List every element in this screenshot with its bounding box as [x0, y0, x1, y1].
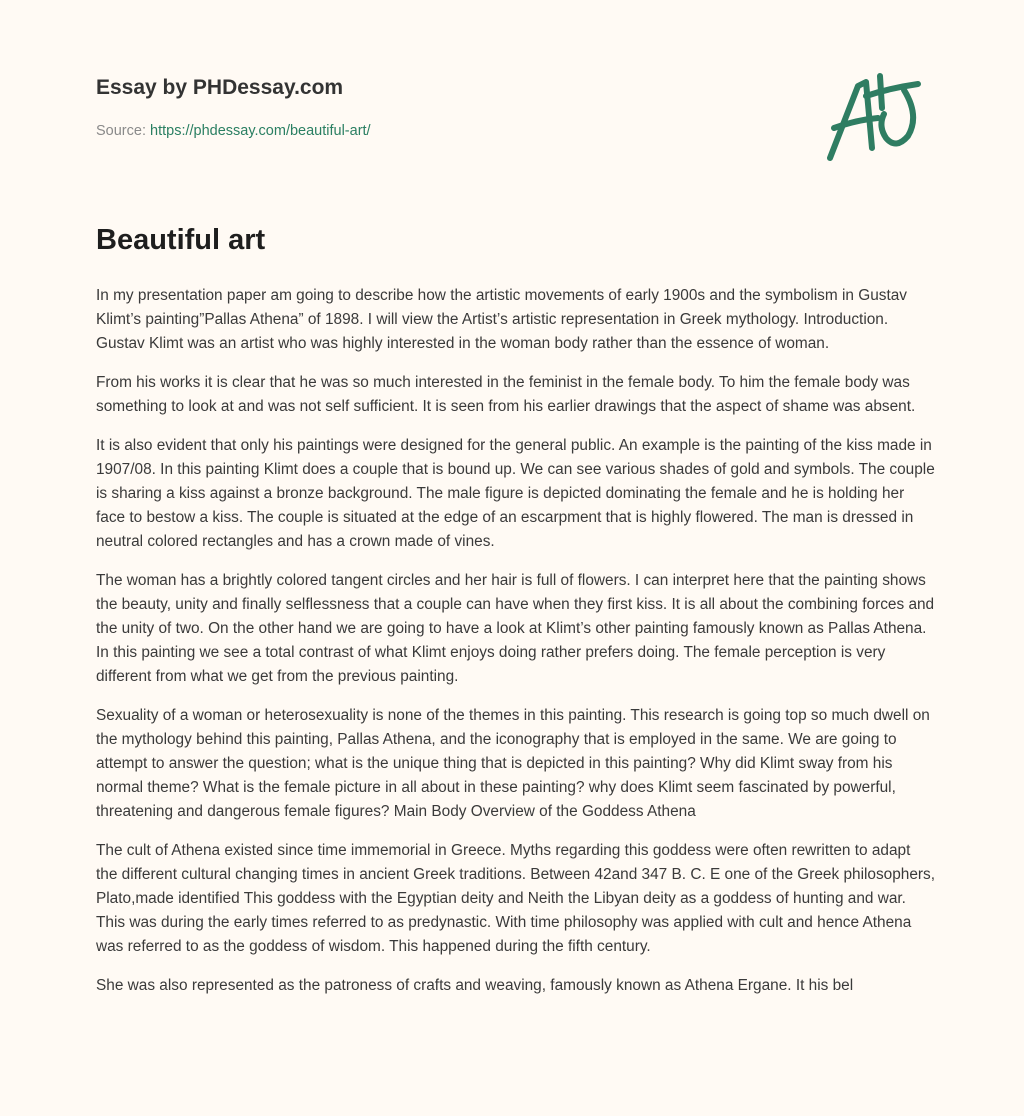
paragraph: Sexuality of a woman or heterosexuality is none of the themes in this painting. This research is going top so much dwell on the mythology behind this painting, Pallas Athena, and the iconography that is employed in the same. We are going to attempt to answer the question; what is the unique thing that is depicted in this painting? Why did Klimt sway from his normal theme? What is the female picture in all about in these painting? why does Klimt seem fascinated by powerful, threatening and dangerous female figures? Main Body Overview of the Goddess Athena [96, 707, 930, 820]
paragraph: The cult of Athena existed since time immemorial in Greece. Myths regarding this goddess were often rewritten to adapt the different cultural changing times in ancient Greek traditions. Between 42and 347 B. C. E one of the Greek philosophers, Plato,made identified This goddess with the Egyptian deity and Neith the Libyan deity as a goddess of hunting and war. This was during the early times referred to as predynastic. With time philosophy was applied with cult and hence Athena was referred to as the goddess of wisdom. This happened during the fifth century. [96, 842, 936, 955]
paragraph: From his works it is clear that he was so much interested in the feminist in the female body. To him the female body was something to look at and was not self sufficient. It is seen from his earlier drawings that the aspect of shame was absent. [96, 374, 916, 415]
site-title: Essay by PHDessay.com [96, 76, 344, 99]
paragraph: She was also represented as the patroness of crafts and weaving, famously known as Athena Ergane. It his bel [96, 977, 854, 994]
paragraph: It is also evident that only his paintings were designed for the general public. An example is the painting of the kiss made in 1907/08. In this painting Klimt does a couple that is bound up. We can see various shades of gold and symbols. The couple is sharing a kiss against a bronze background. The male figure is depicted dominating the female and he is holding her face to bestow a kiss. The couple is situated at the edge of an escarpment that is highly flowered. The man is dressed in neutral colored rectangles and has a crown made of vines. [96, 437, 935, 550]
a-plus-logo-icon [820, 68, 930, 168]
paragraph: The woman has a brightly colored tangent circles and her hair is full of flowers. I can interpret here that the painting shows the beauty, unity and finally selflessness that a couple can have when they first kiss. It is all about the combining forces and the unity of two. On the other hand we are going to have a look at Klimt’s other painting famously known as Pallas Athena. In this painting we see a total contrast of what Klimt enjoys doing rather prefers doing. The female perception is very different from what we get from the previous painting. [96, 572, 935, 685]
source-line [96, 123, 371, 139]
paragraph: In my presentation paper am going to describe how the artistic movements of early 1900s and the symbolism in Gustav Klimt’s painting”Pallas Athena” of 1898. I will view the Artist’s artistic representation in Greek mythology. Introduction. Gustav Klimt was an artist who was highly interested in the woman body rather than the essence of woman. [96, 287, 907, 352]
source-link[interactable]: https://phdessay.com/beautiful-art/ [150, 123, 371, 139]
source-label: Source: [96, 123, 146, 139]
essay-body [96, 284, 936, 1013]
essay-title: Beautiful art [96, 224, 266, 256]
